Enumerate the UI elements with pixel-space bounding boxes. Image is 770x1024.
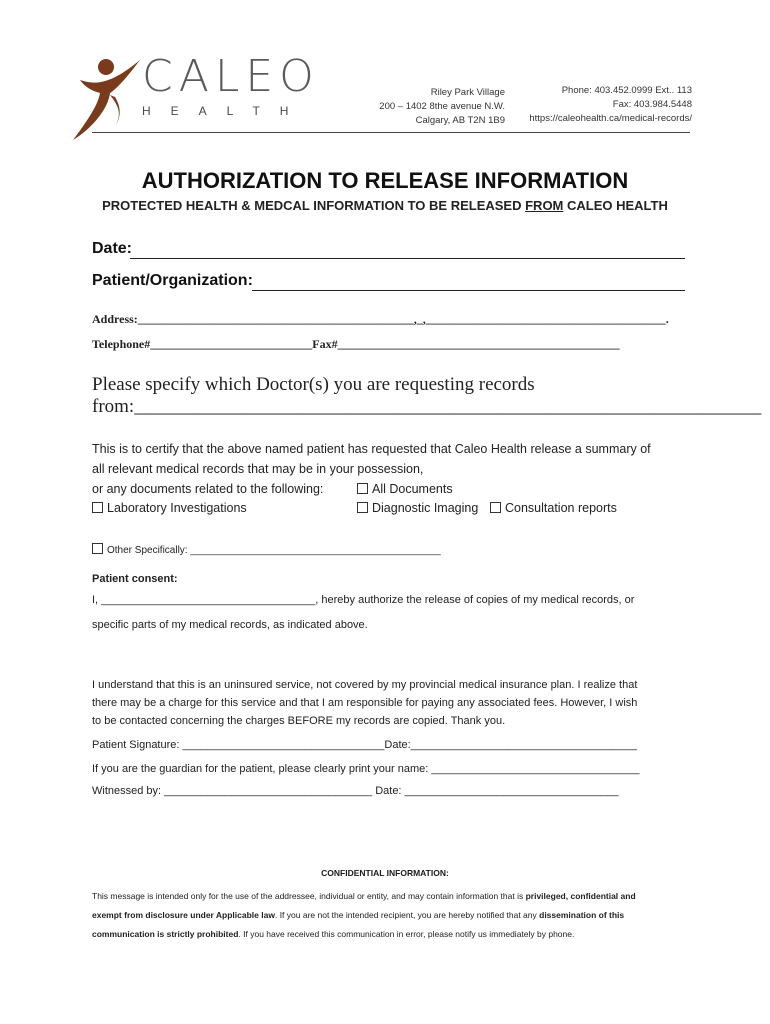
website-link[interactable]: https://caleohealth.ca/medical-records/	[529, 113, 692, 124]
checkbox-icon	[92, 543, 103, 554]
consent-text: specific parts of my medical records, as indicated above.	[92, 619, 368, 631]
checkbox-icon	[490, 502, 501, 513]
guardian-name-field[interactable]: If you are the guardian for the patient, please clearly print your name: __________________________________	[92, 763, 640, 775]
form-subtitle	[0, 198, 770, 213]
certify-text: or any documents related to the following:	[92, 482, 324, 496]
uninsured-text: I understand that this is an uninsured service, not covered by my provincial medical insurance plan. I realize that	[92, 679, 638, 691]
clinic-address	[379, 86, 505, 128]
checkbox-icon	[357, 502, 368, 513]
note-text: . If you have received this communication in error, please notify us immediately by phone.	[238, 929, 575, 939]
note-text: . If you are not the intended recipient, you are hereby notified that any	[274, 910, 540, 920]
address-line: 200 – 1402 8the avenue N.W.	[379, 101, 505, 112]
subtitle-emphasis: FROM	[525, 198, 564, 213]
note-text: This message is intended only for the use of the addressee, individual or entity, and may contain information that is	[92, 891, 526, 901]
checkbox-icon	[357, 483, 368, 494]
doctor-question: Please specify which Doctor(s) you are requesting records	[92, 374, 535, 395]
patient-label: Patient/Organization:	[92, 272, 253, 289]
patient-signature-field[interactable]: Patient Signature: _________________________________Date:_____________________________________	[92, 739, 638, 751]
certify-text: This is to certify that the above named patient has requested that Caleo Health release a summary of	[92, 442, 651, 456]
uninsured-text: to be contacted concerning the charges BEFORE my records are copied. Thank you.	[92, 715, 506, 727]
checkbox-laboratory[interactable]	[92, 498, 247, 518]
date-label: Date:	[92, 240, 133, 257]
logo-subtitle: HEALTH	[142, 104, 309, 118]
note-emphasis: communication is strictly prohibited	[92, 929, 239, 939]
note-emphasis: dissemination of this	[539, 910, 625, 920]
date-field[interactable]	[130, 258, 685, 259]
fax-text: Fax: 403.984.5448	[612, 99, 692, 110]
form-title: AUTHORIZATION TO RELEASE INFORMATION	[141, 168, 629, 193]
address-line: Calgary, AB T2N 1B9	[415, 115, 505, 126]
checkbox-label: Diagnostic Imaging	[372, 501, 479, 515]
note-emphasis: privileged, confidential and	[525, 891, 636, 901]
witness-field[interactable]: Witnessed by: __________________________________ Date: ___________________________________	[92, 785, 619, 797]
address-line: Riley Park Village	[430, 87, 505, 98]
consent-text: I, ___________________________________, hereby authorize the release of copies of my medical records, or	[92, 594, 635, 606]
logo-wordmark: CALEO	[142, 51, 320, 102]
doctor-field[interactable]: from:__________________________________________________________________	[92, 396, 762, 417]
confidential-text	[92, 924, 692, 945]
confidential-heading: CONFIDENTIAL INFORMATION:	[321, 868, 449, 878]
clinic-contact	[529, 84, 692, 126]
note-emphasis: exempt from disclosure under Applicable law	[92, 910, 275, 920]
certify-text: all relevant medical records that may be in your possession,	[92, 462, 424, 476]
checkbox-consultation[interactable]	[490, 498, 617, 518]
checkbox-label: All Documents	[372, 482, 453, 496]
checkbox-other[interactable]	[92, 541, 441, 561]
header-divider	[92, 132, 690, 133]
other-field: Other Specifically: _____________________________________________	[107, 545, 441, 556]
address-field[interactable]: Address:______________________________________________,_,________________________________________.	[92, 312, 669, 326]
confidential-text	[92, 905, 692, 926]
patient-field[interactable]	[252, 290, 685, 291]
uninsured-text: there may be a charge for this service and that I am responsible for paying any associated fees. However, I wish	[92, 697, 638, 709]
consent-heading: Patient consent:	[92, 573, 178, 585]
phone-text: Phone: 403.452.0999 Ext.. 113	[561, 85, 692, 96]
checkbox-icon	[92, 502, 103, 513]
subtitle-text: PROTECTED HEALTH & MEDCAL INFORMATION TO BE RELEASED	[102, 198, 526, 213]
checkbox-label: Laboratory Investigations	[107, 501, 247, 515]
checkbox-label: Consultation reports	[505, 501, 617, 515]
confidential-text	[92, 886, 692, 907]
checkbox-diagnostic-imaging[interactable]	[357, 498, 478, 518]
telephone-fax-field[interactable]: Telephone#___________________________Fax#_______________________________________________	[92, 337, 620, 351]
checkbox-all-documents[interactable]	[357, 479, 453, 499]
subtitle-text: CALEO HEALTH	[563, 198, 668, 213]
